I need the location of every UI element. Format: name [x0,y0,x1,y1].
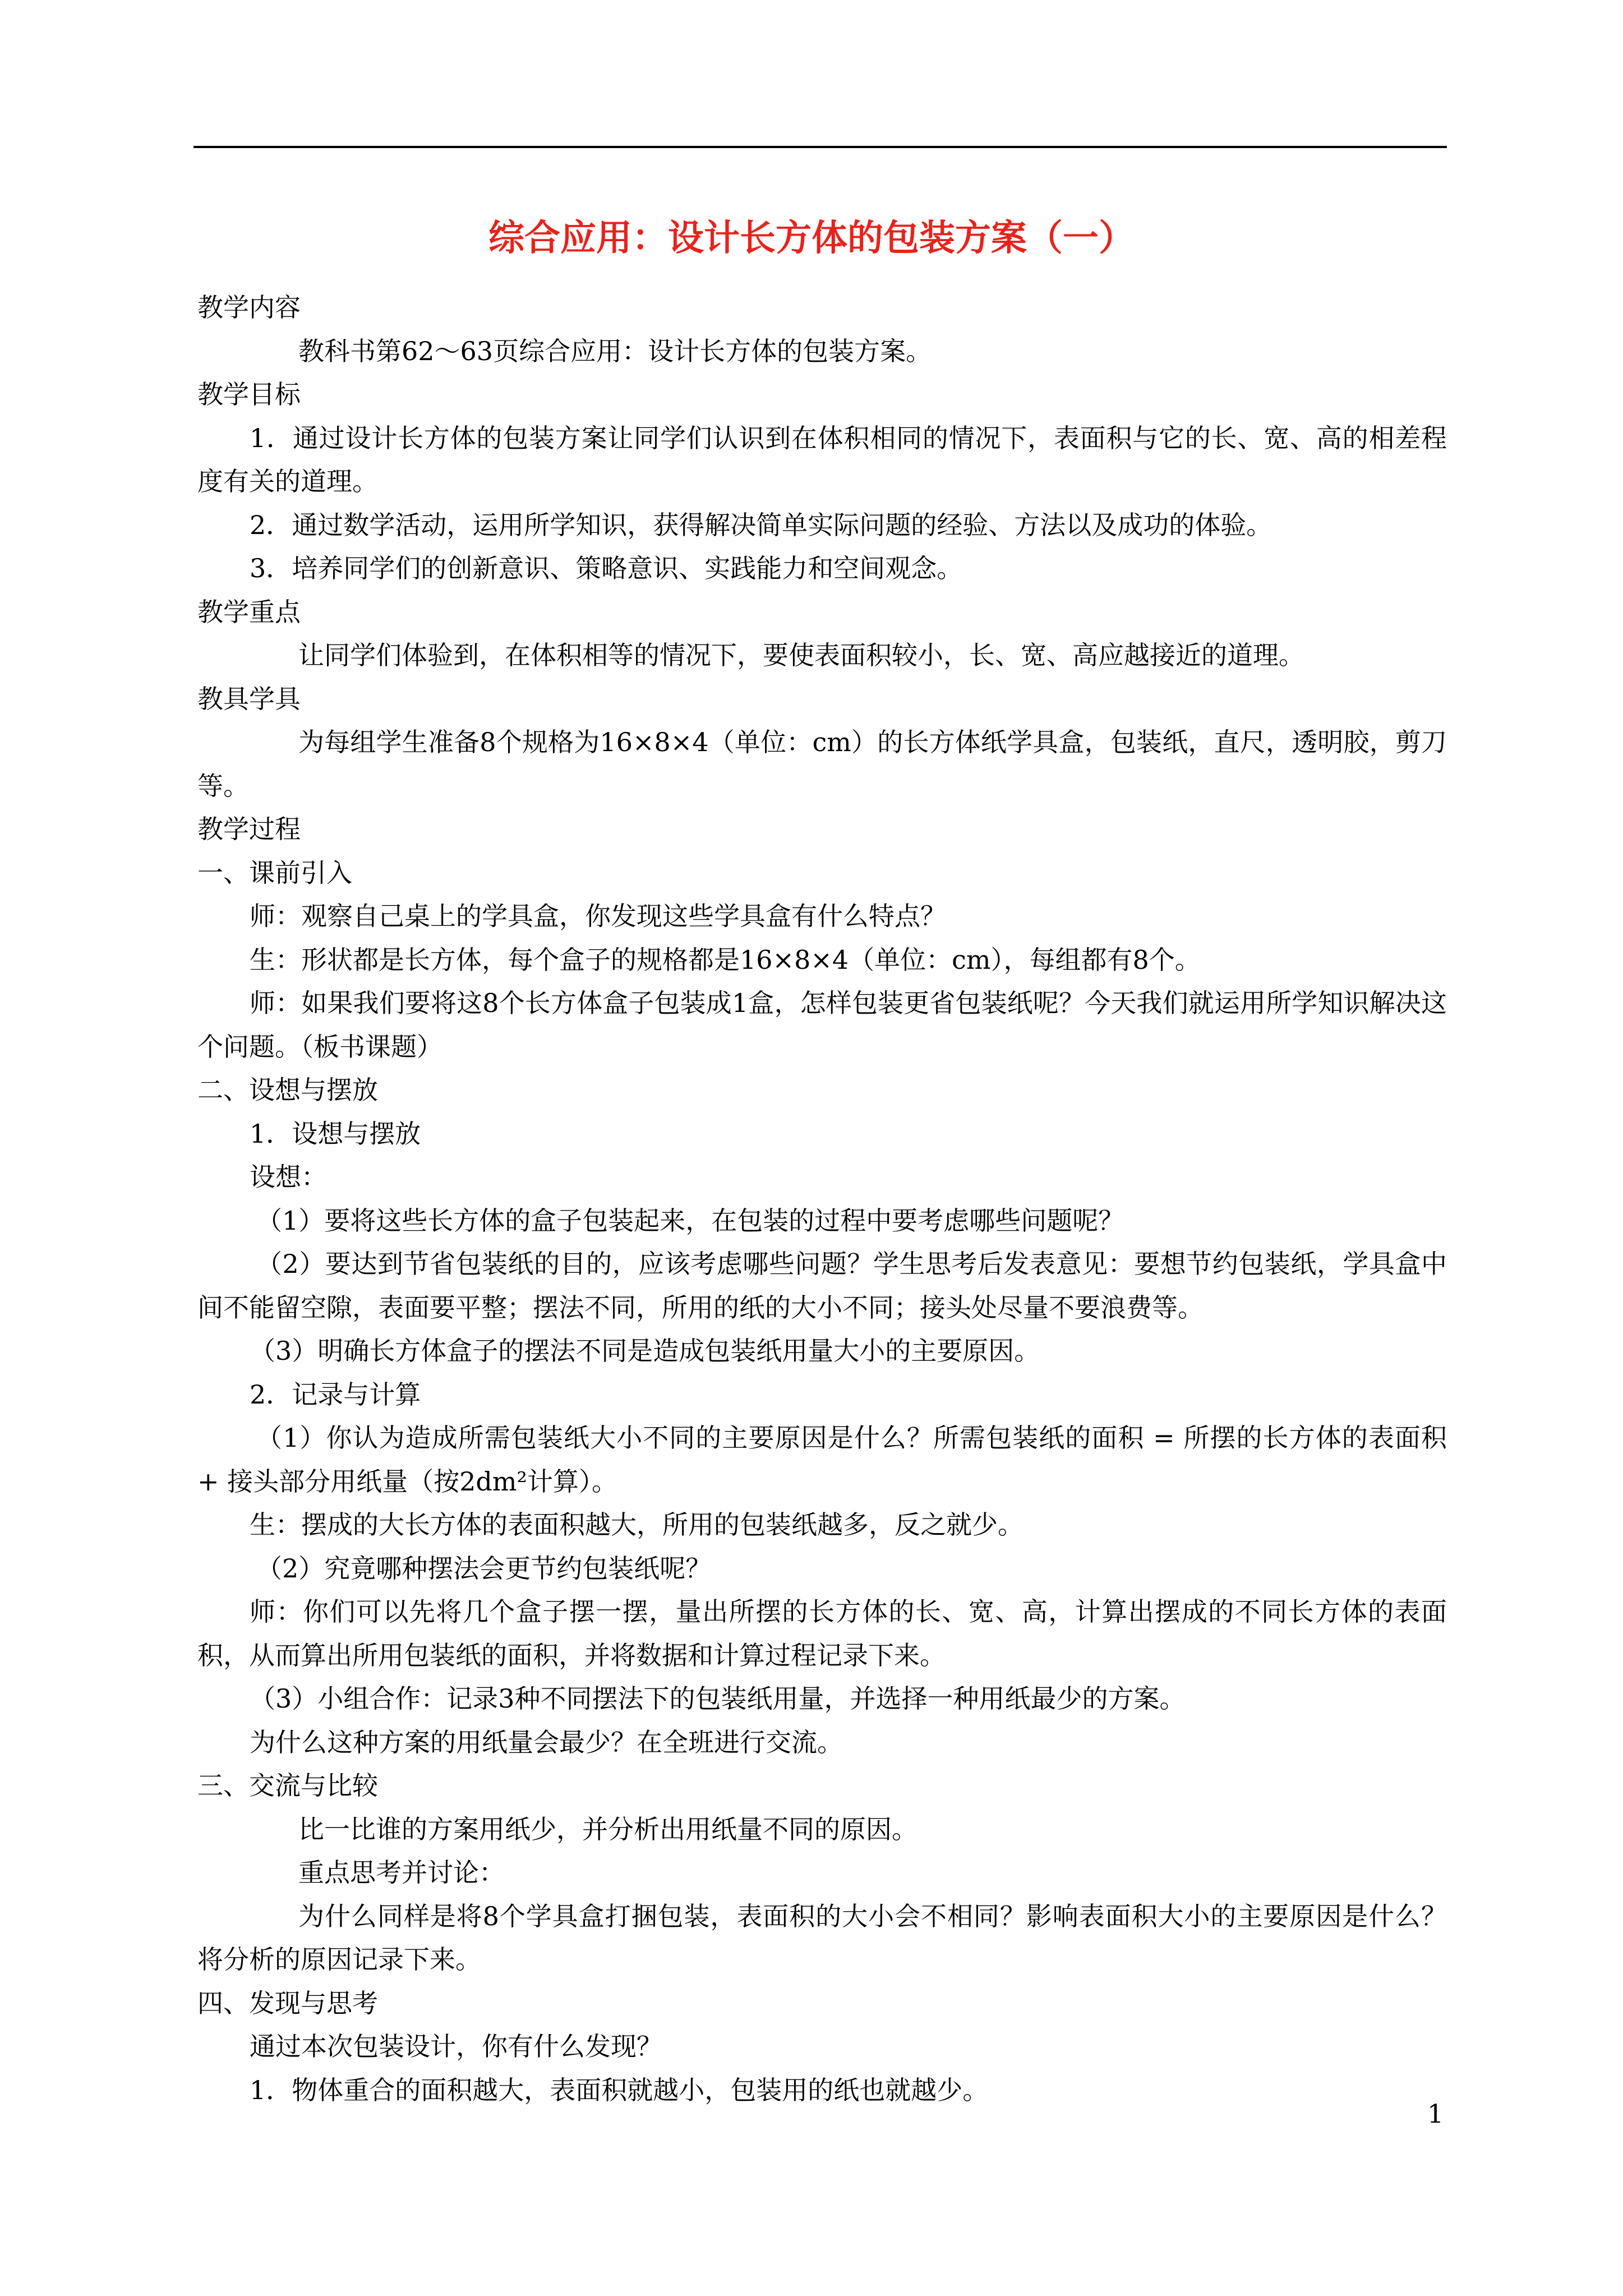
paragraph-34: 1．物体重合的面积越大，表面积就越小，包装用的纸也就越少。 [250,2074,989,2105]
page-number: 1 [1427,2099,1444,2129]
paragraph-7: 让同学们体验到，在体积相等的情况下，要使表面积较小，长、宽、高应越接近的道理。 [298,640,1304,670]
paragraph-11: 一、课前引入 [197,857,352,888]
paragraph-6: 教学重点 [197,596,301,627]
paragraph-21: 2．记录与计算 [250,1379,421,1410]
paragraph-31: 为什么同样是将8个学具盒打捆包装，表面积的大小会不相同？影响表面积大小的主要原因是什么？将分析的原因记录下来。 [197,1901,1447,1975]
paragraph-17: 设想： [250,1162,327,1192]
paragraph-14: 师：如果我们要将这8个长方体盒子包装成1盒，怎样包装更省包装纸呢？今天我们就运用所学知识解决这个问题。（板书课题） [197,988,1447,1062]
paragraph-5: 3．培养同学们的创新意识、策略意识、实践能力和空间观念。 [250,553,963,583]
paragraph-12: 师：观察自己桌上的学具盒，你发现这些学具盒有什么特点？ [250,901,946,931]
paragraph-25: 师：你们可以先将几个盒子摆一摆，量出所摆的长方体的长、宽、高，计算出摆成的不同长方体的表面积，从而算出所用包装纸的面积，并将数据和计算过程记录下来。 [197,1596,1447,1671]
paragraph-23: 生：摆成的大长方体的表面积越大，所用的包装纸越多，反之就少。 [250,1510,1023,1540]
paragraph-32: 四、发现与思考 [197,1987,378,2018]
paragraph-4: 2．通过数学活动，运用所学知识，获得解决简单实际问题的经验、方法以及成功的体验。 [250,509,1272,540]
paragraph-3: 1．通过设计长方体的包装方案让同学们认识到在体积相同的情况下，表面积与它的长、宽、高的相差程度有关的道理。 [197,422,1447,496]
paragraph-29: 比一比谁的方案用纸少，并分析出用纸量不同的原因。 [298,1814,917,1844]
paragraph-2: 教学目标 [197,379,301,409]
paragraph-9: 为每组学生准备8个规格为16×8×4（单位：cm）的长方体纸学具盒，包装纸，直尺，透明胶，剪刀等。 [197,727,1447,801]
paragraph-33: 通过本次包装设计，你有什么发现？ [250,2031,662,2062]
paragraph-19: （2）要达到节省包装纸的目的，应该考虑哪些问题？学生思考后发表意见：要想节约包装纸，学具盒中间不能留空隙，表面要平整；摆法不同，所用的纸的大小不同；接头处尽量不要浪费等。 [197,1249,1447,1323]
paragraph-18: （1）要将这些长方体的盒子包装起来，在包装的过程中要考虑哪些问题呢？ [256,1205,1124,1236]
paragraph-15: 二、设想与摆放 [197,1075,378,1105]
paragraph-10: 教学过程 [197,814,301,844]
paragraph-0: 教学内容 [197,292,301,323]
page-title: 综合应用：设计长方体的包装方案（一） [488,217,1135,259]
paragraph-24: （2）究竟哪种摆法会更节约包装纸呢？ [256,1553,712,1584]
paragraph-26: （3）小组合作：记录3种不同摆法下的包装纸用量，并选择一种用纸最少的方案。 [250,1683,1186,1714]
paragraph-27: 为什么这种方案的用纸量会最少？在全班进行交流。 [250,1727,843,1757]
paragraph-20: （3）明确长方体盒子的摆法不同是造成包装纸用量大小的主要原因。 [250,1336,1040,1366]
document-body [197,286,1447,2112]
paragraph-30: 重点思考并讨论： [298,1857,505,1888]
paragraph-16: 1．设想与摆放 [250,1118,421,1149]
paragraph-8: 教具学具 [197,683,301,714]
paragraph-1: 教科书第62～63页综合应用：设计长方体的包装方案。 [298,335,932,366]
header-rule [193,146,1447,148]
paragraph-13: 生：形状都是长方体，每个盒子的规格都是16×8×4（单位：cm），每组都有8个。 [250,944,1201,975]
paragraph-22: （1）你认为造成所需包装纸大小不同的主要原因是什么？所需包装纸的面积 = 所摆的长方体的表面积 + 接头部分用纸量（按2dm²计算）。 [197,1423,1447,1497]
paragraph-28: 三、交流与比较 [197,1770,378,1801]
